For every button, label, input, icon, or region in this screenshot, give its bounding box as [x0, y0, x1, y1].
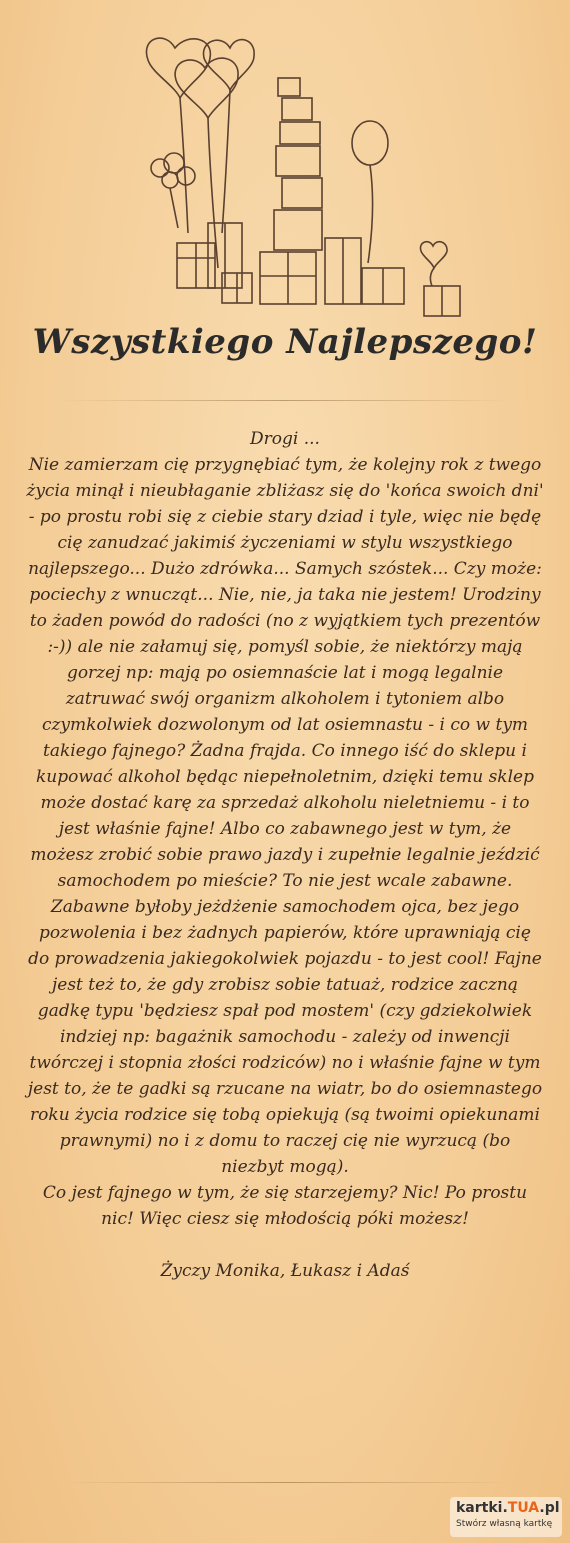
gift-stack-1 [278, 78, 300, 96]
divider-top [60, 400, 510, 401]
round-balloon-1 [151, 159, 169, 177]
logo-tagline: Stwórz własną kartkę [456, 1519, 553, 1529]
heart-balloon-1 [146, 38, 210, 98]
card-body-text: Drogi ... Nie zamierzam cię przygnębiać tym, że kolejny rok z twego życia minął i nieubłaganie zbliżasz się do 'końca swoich dni' - po prostu robi się z ciebie stary dziad i tyle, więc nie będę cię zanudzać jakimiś życzeniami w stylu wszystkiego najlepszego... Dużo zdrówka... Samych szóstek... Czy może: pociechy z wnucząt... Nie, nie, ja taka nie jestem! Urodziny to żaden powód do radości (no z wyjątkiem tych prezentów :-)) ale nie załamuj się, pomyśl sobie, że niektórzy mają gorzej np: mają po osiemnaście lat i mogą legalnie zatruwać swój organizm alkoholem i tytoniem albo czymkolwiek dozwolonym od lat osiemnastu - i co w tym takiego fajnego? Żadna frajda. Co innego iść do sklepu i kupować alkohol będąc niepełnoletnim, dzięki temu sklep może dostać karę za sprzedaż alkoholu nieletniemu - i to jest właśnie fajne! Albo co zabawnego jest w tym, że możesz zrobić sobie prawo jazdy i zupełnie legalnie jeździć samochodem po mieście? To nie jest wcale zabawne. Zabawne byłoby jeżdżenie samochodem ojca, bez jego pozwolenia i bez żadnych papierów, które uprawniają cię do prowadzenia jakiegokolwiek pojazdu - to jest cool! Fajne jest też to, że gdy zrobisz sobie tatuaż, rodzice zaczną gadkę typu 'będziesz spał pod mostem' (czy gdziekolwiek indziej np: bagażnik samochodu - zależy od inwencji twórczej i stopnia złości rodziców) no i właśnie fajne w tym jest to, że te gadki są rzucane na wiatr, bo do osiemnastego roku życia rodzice się tobą opiekują (są twoimi opiekunami prawnymi) no i z domu to raczej cię nie wyrzucą (bo niezbyt mogą). Co jest fajnego w tym, że się starzejemy? Nic! Po prostu nic! Więc ciesz się młodością póki możesz! Życzy Monika, Łukasz i Adaś [26, 429, 544, 1281]
kartki-logo[interactable] [450, 1497, 562, 1537]
balloons-and-gifts-illustration [130, 18, 470, 318]
logo-brand: kartki.TUA.pl [456, 1500, 560, 1516]
gift-stack-3 [280, 122, 320, 144]
gift-stack-5 [282, 178, 322, 208]
gift-stack-2 [282, 98, 312, 120]
divider-bottom [60, 1482, 510, 1483]
gift-stack-4 [276, 146, 320, 176]
heart-balloon-3 [204, 40, 255, 90]
round-balloon-4 [162, 172, 178, 188]
gift-stack-6 [274, 210, 322, 250]
card-title: Wszystkiego Najlepszego! [32, 322, 538, 362]
round-balloon-big [352, 121, 388, 165]
heart-balloon-small [420, 242, 447, 268]
